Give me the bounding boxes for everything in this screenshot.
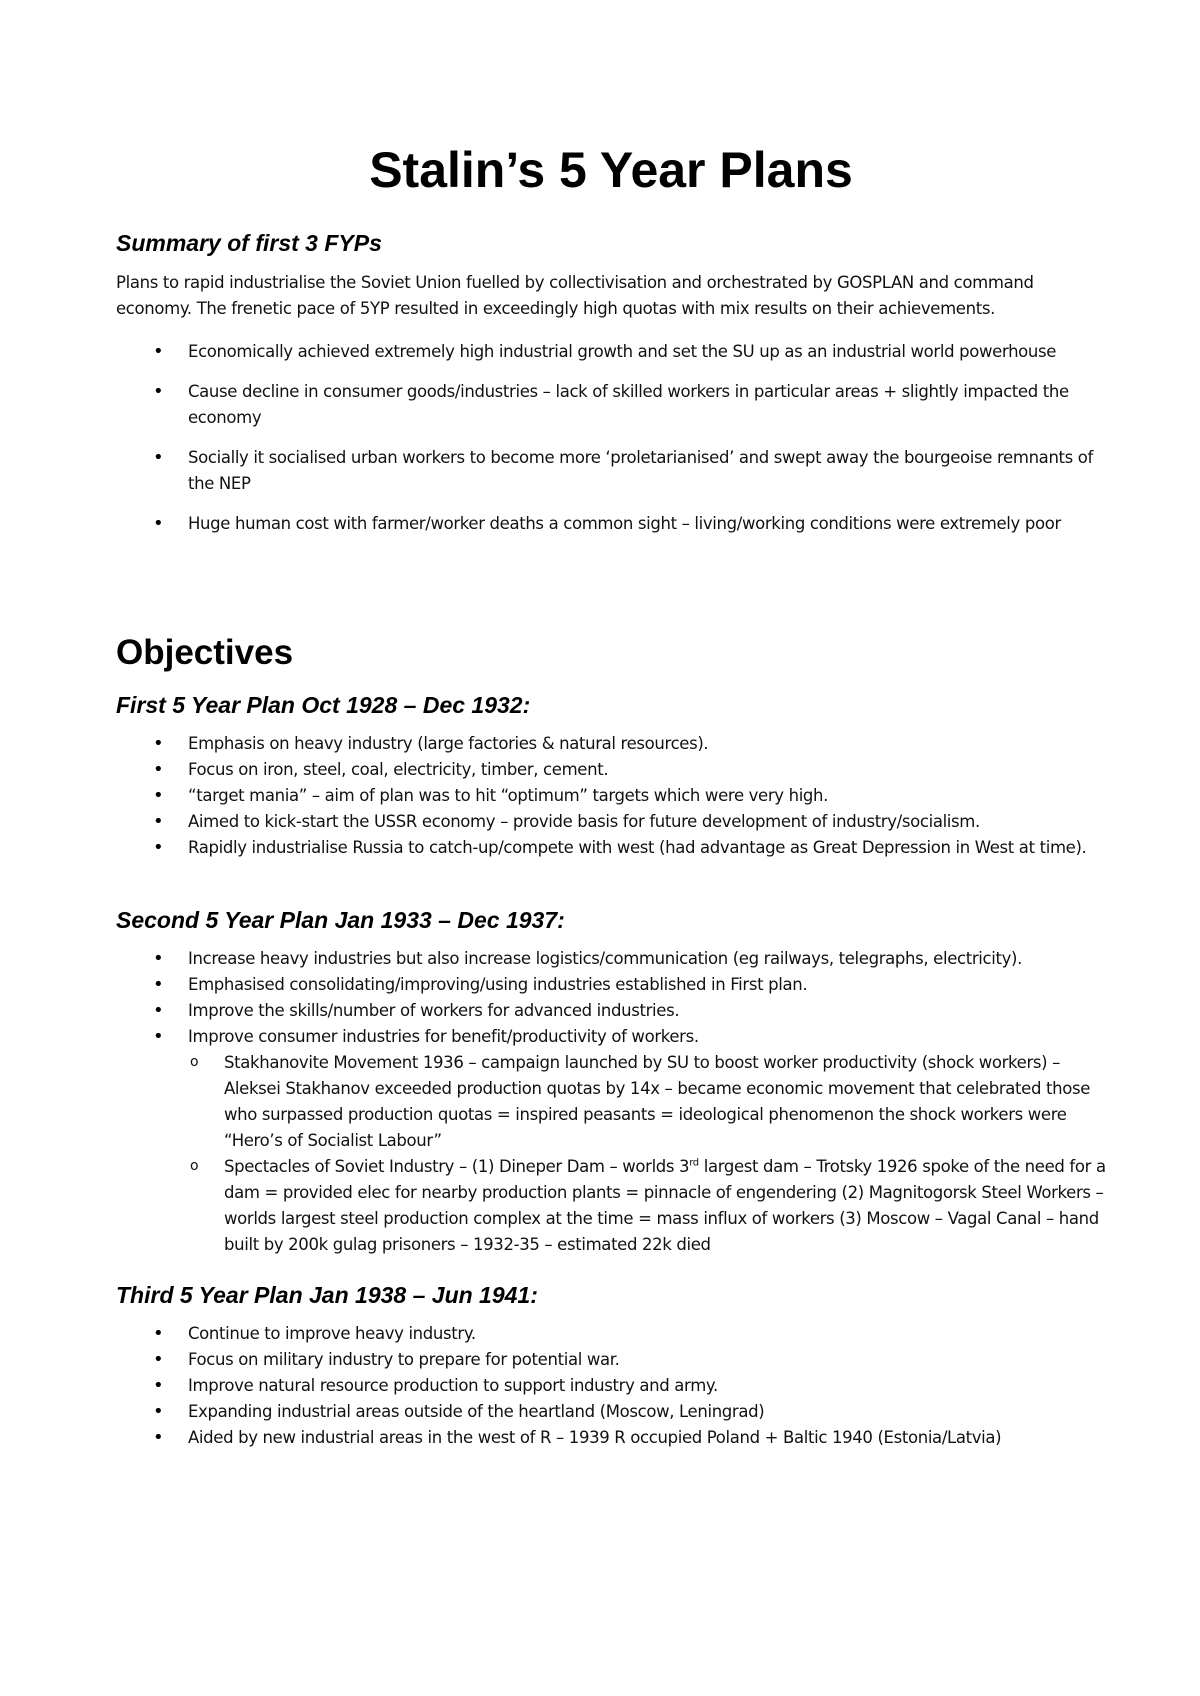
third-plan-heading: Third 5 Year Plan Jan 1938 – Jun 1941: <box>116 1282 538 1308</box>
sublist-item-spectacles <box>188 1154 1106 1258</box>
list-item: • Emphasis on heavy industry (large factories & natural resources). <box>116 731 1106 757</box>
list-item: • “target mania” – aim of plan was to hit “optimum” targets which were very high. <box>116 783 1106 809</box>
second-plan-bullet-list <box>116 946 1106 1258</box>
ordinal-superscript: rd <box>689 1157 699 1169</box>
sublist-item-stakhanovite: o Stakhanovite Movement 1936 – campaign launched by SU to boost worker productivity (shock workers) – Aleksei Stakhanov exceeded production quotas by 14x – became economic movement that celebrated those who surpassed production quotas = inspired peasants = ideological phenomenon the shock workers were “Hero’s of Socialist Labour” <box>188 1050 1106 1154</box>
list-item: • Cause decline in consumer goods/industries – lack of skilled workers in particular areas + slightly impacted the economy <box>116 379 1106 431</box>
list-item: • Aimed to kick-start the USSR economy – provide basis for future development of industry/socialism. <box>116 809 1106 835</box>
list-item: • Socially it socialised urban workers to become more ‘proletarianised’ and swept away the bourgeoise remnants of the NEP <box>116 445 1106 497</box>
list-item: • Aided by new industrial areas in the west of R – 1939 R occupied Poland + Baltic 1940 (Estonia/Latvia) <box>116 1425 1106 1451</box>
list-item: • Rapidly industrialise Russia to catch-up/compete with west (had advantage as Great Depression in West at time). <box>116 835 1106 861</box>
objectives-heading: Objectives <box>116 633 294 672</box>
list-item: • Improve the skills/number of workers for advanced industries. <box>116 998 1106 1024</box>
document-title: Stalin’s 5 Year Plans <box>369 142 853 198</box>
second-plan-heading: Second 5 Year Plan Jan 1933 – Dec 1937: <box>116 907 565 933</box>
spectacles-text-end: largest dam – Trotsky 1926 spoke of the need for a dam = provided elec for nearby production plants = pinnacle of engendering (2) Magnitogorsk Steel Workers – worlds largest steel production complex at the time = mass influx of workers (3) Moscow – Vagal Canal – hand built by 200k gulag prisoners – 1932-35 – estimated 22k died <box>224 1157 1106 1254</box>
summary-paragraph: Plans to rapid industrialise the Soviet Union fuelled by collectivisation and orchestrated by GOSPLAN and command economy. The frenetic pace of 5YP resulted in exceedingly high quotas with mix results on their achievements. <box>116 273 1034 318</box>
list-item: • Improve natural resource production to support industry and army. <box>116 1373 1106 1399</box>
list-item: • Continue to improve heavy industry. <box>116 1321 1106 1347</box>
list-item: • Expanding industrial areas outside of the heartland (Moscow, Leningrad) <box>116 1399 1106 1425</box>
list-item: • Increase heavy industries but also increase logistics/communication (eg railways, telegraphs, electricity). <box>116 946 1106 972</box>
list-item: • Emphasised consolidating/improving/using industries established in First plan. <box>116 972 1106 998</box>
list-item: • Huge human cost with farmer/worker deaths a common sight – living/working conditions were extremely poor <box>116 511 1106 537</box>
second-plan-sublist <box>188 1050 1106 1258</box>
third-plan-bullet-list <box>116 1321 1106 1451</box>
first-plan-bullet-list <box>116 731 1106 861</box>
list-item: • Economically achieved extremely high industrial growth and set the SU up as an industrial world powerhouse <box>116 339 1106 365</box>
summary-bullet-list <box>116 339 1106 551</box>
summary-heading: Summary of first 3 FYPs <box>116 230 382 256</box>
list-item: • Focus on iron, steel, coal, electricity, timber, cement. <box>116 757 1106 783</box>
list-item <box>116 1024 1106 1258</box>
first-plan-heading: First 5 Year Plan Oct 1928 – Dec 1932: <box>116 692 531 718</box>
list-item: • Focus on military industry to prepare for potential war. <box>116 1347 1106 1373</box>
spectacles-text-start: Spectacles of Soviet Industry – (1) Dineper Dam – worlds 3 <box>224 1157 690 1176</box>
list-item-text: Improve consumer industries for benefit/productivity of workers. <box>188 1027 699 1046</box>
